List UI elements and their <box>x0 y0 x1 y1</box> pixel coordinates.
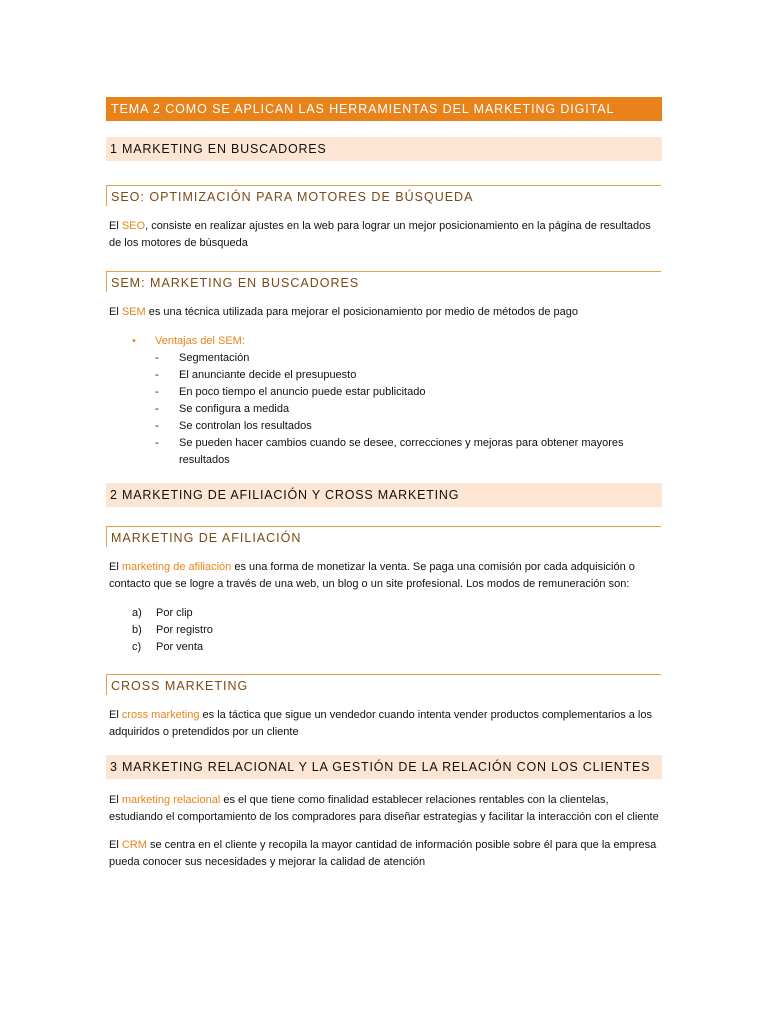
list-item: - En poco tiempo el anuncio puede estar publicitado <box>155 386 426 398</box>
list-item: - Se configura a medida <box>155 403 290 415</box>
cross-marketing-heading: CROSS MARKETING <box>106 674 661 695</box>
relational-paragraph: El marketing relacional es el que tiene como finalidad establecer relaciones rentables con la clientelas, estudiando el comportamiento de los compradores para diseñar estrategias y facilitar la interacción con el cliente <box>109 794 659 823</box>
sem-advantages-title: • Ventajas del SEM: <box>155 333 662 350</box>
list-item: b) Por registro <box>132 624 213 636</box>
list-item: c) Por venta <box>132 641 204 653</box>
cross-marketing-term: cross marketing <box>121 709 200 721</box>
document-title: TEMA 2 COMO SE APLICAN LAS HERRAMIENTAS DEL MARKETING DIGITAL <box>106 97 662 121</box>
sem-paragraph: El SEM es una técnica utilizada para mejorar el posicionamiento por medio de métodos de pago <box>109 306 579 318</box>
crm-term: CRM <box>121 839 147 851</box>
relational-term: marketing relacional <box>121 794 221 806</box>
sem-heading: SEM: MARKETING EN BUSCADORES <box>106 271 661 292</box>
affiliate-heading: MARKETING DE AFILIACIÓN <box>106 526 661 547</box>
list-item: - Segmentación <box>155 352 250 364</box>
section-3-heading: 3 MARKETING RELACIONAL Y LA GESTIÓN DE LA RELACIÓN CON LOS CLIENTES <box>106 755 662 779</box>
document-page <box>106 97 662 871</box>
affiliate-paragraph: El marketing de afiliación es una forma de monetizar la venta. Se paga una comisión por cada adquisición o contacto que se logre a través de una web, un blog o un site profesional. Los modos de remuneración son: <box>109 561 635 590</box>
seo-term: SEO <box>121 220 146 232</box>
bullet-icon: • <box>132 335 136 347</box>
sem-term: SEM <box>121 306 146 318</box>
list-item: - El anunciante decide el presupuesto <box>155 369 357 381</box>
seo-heading: SEO: OPTIMIZACIÓN PARA MOTORES DE BÚSQUEDA <box>106 185 661 206</box>
affiliate-term: marketing de afiliación <box>121 561 232 573</box>
list-item: - Se controlan los resultados <box>155 420 312 432</box>
list-item: - Se pueden hacer cambios cuando se desee, correcciones y mejoras para obtener mayores resultados <box>155 437 624 466</box>
seo-paragraph: El SEO, consiste en realizar ajustes en la web para lograr un mejor posicionamiento en la página de resultados de los motores de búsqueda <box>109 220 651 249</box>
crm-paragraph: El CRM se centra en el cliente y recopila la mayor cantidad de información posible sobre él para que la empresa pueda conocer sus necesidades y mejorar la calidad de atención <box>109 839 657 868</box>
section-2-heading: 2 MARKETING DE AFILIACIÓN Y CROSS MARKETING <box>106 483 662 507</box>
section-1-heading: 1 MARKETING EN BUSCADORES <box>106 137 662 161</box>
list-item: a) Por clip <box>132 607 193 619</box>
cross-marketing-paragraph: El cross marketing es la táctica que sigue un vendedor cuando intenta vender productos complementarios a los adquiridos o pretendidos por un cliente <box>109 709 652 738</box>
